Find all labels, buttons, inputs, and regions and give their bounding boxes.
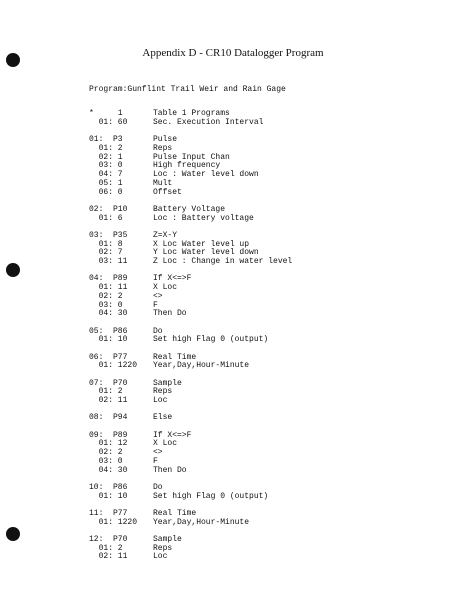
instruction-code: 02: 11: [89, 552, 128, 562]
instruction-code: 02: 2: [89, 448, 123, 457]
instruction-code: 05: 1: [89, 178, 123, 188]
instruction-code: 01: 6: [89, 213, 123, 223]
listing-line: [89, 354, 429, 363]
instruction-block: [89, 510, 429, 528]
instruction-description: Mult: [153, 178, 173, 188]
listing-line: [89, 232, 429, 241]
instruction-block: [89, 536, 429, 562]
instruction-code: 01: 12: [89, 439, 128, 449]
instruction-description: Year,Day,Hour-Minute: [153, 361, 250, 371]
instruction-code: 02: 11: [89, 396, 128, 405]
listing-line: [89, 310, 429, 319]
instruction-block: [89, 432, 429, 476]
listing-line: [89, 284, 429, 293]
instruction-code: 03: 0: [89, 300, 123, 310]
instruction-description: Z=X-Y: [153, 230, 178, 240]
instruction-block: [89, 232, 429, 267]
instruction-block: [89, 484, 429, 502]
instruction-code: 03: P35: [89, 230, 128, 240]
listing-line: [89, 388, 429, 397]
listing-line: [89, 275, 429, 284]
instruction-description: X Loc Water level up: [153, 239, 250, 249]
instruction-code: 02: P10: [89, 204, 128, 214]
instruction-description: <>: [153, 448, 163, 457]
instruction-description: X Loc: [153, 439, 178, 449]
instruction-description: Loc : Battery voltage: [153, 213, 254, 223]
listing-line: [89, 536, 429, 545]
instruction-code: 01: 2: [89, 543, 123, 553]
instruction-description: Sample: [153, 378, 182, 388]
instruction-description: Do: [153, 326, 163, 336]
instruction-block: [89, 136, 429, 197]
instruction-description: Else: [153, 413, 173, 423]
instruction-description: Loc: [153, 396, 168, 405]
instruction-code: 04: P89: [89, 274, 128, 284]
instruction-code: 03: 0: [89, 161, 123, 171]
listing-line: [89, 293, 429, 302]
instruction-description: Year,Day,Hour-Minute: [153, 517, 250, 527]
listing-line: [89, 180, 429, 189]
program-title: Program:Gunflint Trail Weir and Rain Gage: [89, 85, 286, 94]
instruction-code: 05: P86: [89, 326, 128, 336]
listing-line: [89, 440, 429, 449]
listing-line: [89, 136, 429, 145]
instruction-code: 06: P77: [89, 352, 128, 362]
listing-line: [89, 189, 429, 198]
instruction-code: 01: 10: [89, 335, 128, 345]
listing-line: [89, 154, 429, 163]
listing-line: [89, 545, 429, 554]
listing-line: [89, 162, 429, 171]
instruction-code: 04: 30: [89, 465, 128, 475]
instruction-block: [89, 206, 429, 224]
instruction-description: Reps: [153, 387, 173, 397]
instruction-code: 01: P3: [89, 135, 123, 144]
listing-line: [89, 510, 429, 519]
instruction-description: Table 1 Programs: [153, 109, 230, 118]
instruction-code: 01: 1220: [89, 517, 138, 527]
instruction-description: Loc: [153, 552, 168, 562]
instruction-code: 01: 10: [89, 491, 128, 501]
instruction-code: 03: 0: [89, 456, 123, 466]
instruction-description: Reps: [153, 143, 173, 153]
instruction-description: Sample: [153, 534, 182, 544]
listing-line: [89, 458, 429, 467]
instruction-description: Sec. Execution Interval: [153, 117, 264, 127]
instruction-description: Do: [153, 482, 163, 492]
instruction-code: 03: 11: [89, 257, 128, 266]
listing-line: [89, 171, 429, 180]
listing-line: [89, 336, 429, 345]
instruction-block: [89, 380, 429, 406]
instruction-description: If X<=>F: [153, 430, 192, 440]
instruction-code: 09: P89: [89, 430, 128, 440]
instruction-code: 01: 11: [89, 283, 128, 292]
instruction-description: Pulse: [153, 135, 178, 144]
instruction-description: Z Loc : Change in water level: [153, 257, 293, 266]
instruction-description: Y Loc Water level down: [153, 248, 259, 258]
instruction-description: Then Do: [153, 465, 187, 475]
instruction-code: 01: 60: [89, 117, 128, 127]
listing-line: [89, 553, 429, 562]
listing-line: [89, 145, 429, 154]
instruction-block: [89, 354, 429, 372]
instruction-description: Then Do: [153, 309, 187, 319]
instruction-code: 01: 8: [89, 239, 123, 249]
instruction-description: Real Time: [153, 352, 197, 362]
instruction-description: High frequency: [153, 161, 221, 171]
program-listing: [89, 110, 429, 571]
listing-line: [89, 206, 429, 215]
instruction-description: Set high Flag 0 (output): [153, 335, 269, 345]
page-heading: Appendix D - CR10 Datalogger Program: [142, 47, 324, 59]
instruction-description: X Loc: [153, 283, 178, 292]
instruction-description: Set high Flag 0 (output): [153, 491, 269, 501]
instruction-code: 04: 30: [89, 309, 128, 319]
listing-line: [89, 241, 429, 250]
instruction-block: [89, 110, 429, 128]
listing-line: [89, 449, 429, 458]
listing-line: [89, 302, 429, 311]
instruction-description: F: [153, 456, 158, 466]
instruction-code: 11: P77: [89, 508, 128, 518]
instruction-description: Real Time: [153, 508, 197, 518]
instruction-code: 01: 1220: [89, 361, 138, 371]
listing-line: [89, 380, 429, 389]
instruction-code: 08: P94: [89, 413, 128, 423]
instruction-description: If X<=>F: [153, 274, 192, 284]
instruction-description: Loc : Water level down: [153, 170, 259, 179]
instruction-code: 10: P86: [89, 482, 128, 492]
listing-line: [89, 362, 429, 371]
instruction-description: Battery Voltage: [153, 204, 226, 214]
instruction-description: Reps: [153, 543, 173, 553]
listing-line: [89, 519, 429, 528]
instruction-description: <>: [153, 291, 163, 301]
instruction-block: [89, 275, 429, 319]
instruction-code: 04: 7: [89, 170, 123, 179]
instruction-code: 01: 2: [89, 143, 123, 153]
instruction-code: 07: P70: [89, 378, 128, 388]
instruction-code: 02: 7: [89, 248, 123, 258]
instruction-block: [89, 414, 429, 423]
instruction-code: 02: 1: [89, 152, 123, 162]
punch-hole-middle: [6, 263, 20, 277]
instruction-code: 01: 2: [89, 387, 123, 397]
instruction-description: F: [153, 300, 158, 310]
instruction-code: 12: P70: [89, 534, 128, 544]
listing-line: [89, 467, 429, 476]
instruction-code: * 1: [89, 109, 123, 118]
listing-line: [89, 414, 429, 423]
listing-line: [89, 258, 429, 267]
listing-line: [89, 397, 429, 406]
punch-hole-bottom: [6, 527, 20, 541]
instruction-description: Offset: [153, 187, 182, 197]
listing-line: [89, 119, 429, 128]
instruction-code: 06: 0: [89, 187, 123, 197]
listing-line: [89, 493, 429, 502]
listing-line: [89, 215, 429, 224]
instruction-description: Pulse Input Chan: [153, 152, 230, 162]
instruction-block: [89, 328, 429, 346]
listing-line: [89, 432, 429, 441]
instruction-code: 02: 2: [89, 291, 123, 301]
